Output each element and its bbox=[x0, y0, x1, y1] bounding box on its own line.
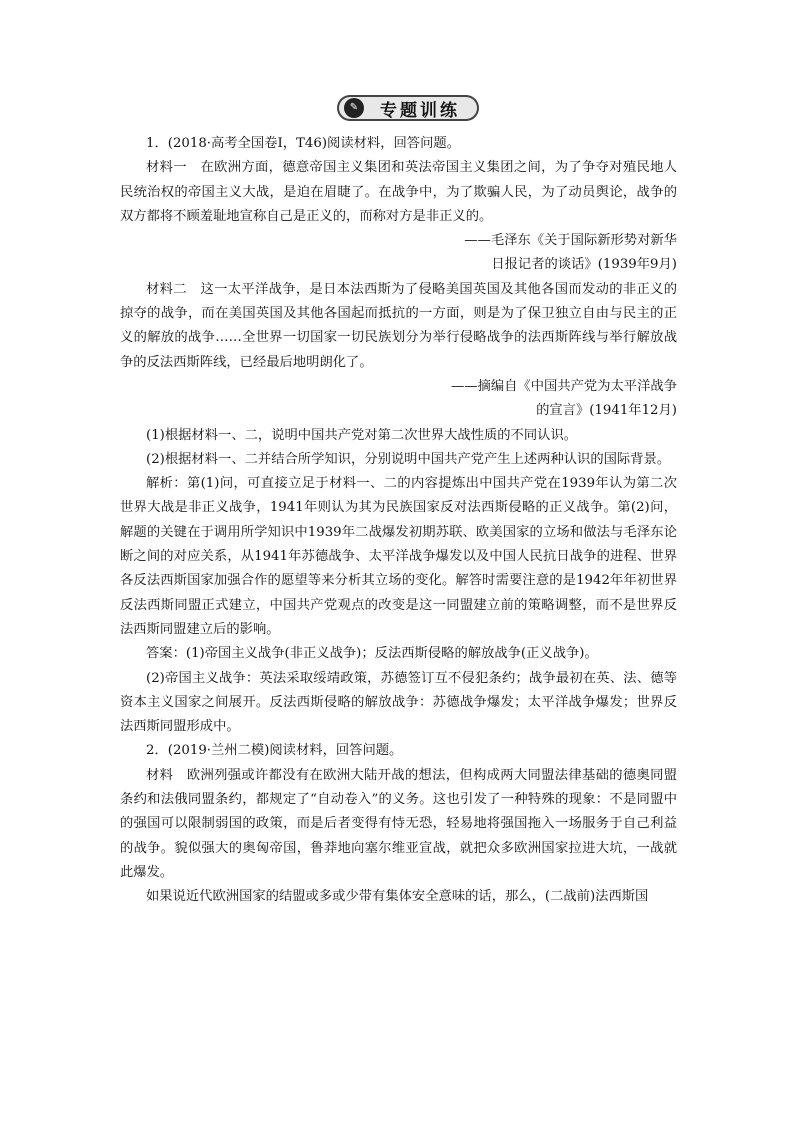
q1-material-2 bbox=[120, 278, 677, 375]
q1-answer-2: (2)帝国主义战争：英法采取绥靖政策，苏德签订互不侵犯条约；战争最初在英、法、德等资本主义国家之间展开。反法西斯侵略的解放战争：苏德战争爆发；太平洋战争爆发；世界反法西斯同盟形成中。 bbox=[120, 670, 677, 735]
section-banner bbox=[337, 95, 479, 121]
q2-material bbox=[120, 764, 677, 885]
material-text: 欧洲列强或许都没有在欧洲大陆开战的想法，但构成两大同盟法律基础的德奥同盟条约和法俄同盟条约，都规定了“自动卷入”的义务。这也引发了一种特殊的现象：不是同盟中的强国可以限制弱国的政策，而是后者变得有恃无恐，轻易地将强国拖入一场服务于自己利益的战争。貌似强大的奥匈帝国，鲁莽地向塞尔维亚宣战，就把众多欧洲国家拉进大坑，一战就此爆发。 bbox=[120, 767, 678, 880]
q1-material-2-source-line-2: 的宣言》(1941年12月) bbox=[536, 403, 677, 419]
pen-icon: ✎ bbox=[344, 98, 364, 118]
section-title: 专题训练 bbox=[380, 100, 460, 121]
q1-analysis bbox=[120, 472, 677, 642]
document-body bbox=[120, 132, 677, 910]
q1-material-1-source-line-2: 日报记者的谈话》(1939年9月) bbox=[491, 257, 677, 273]
material-label: 材料 bbox=[146, 767, 174, 783]
question-1-heading: 1．(2018·高考全国卷Ⅰ，T46)阅读材料，回答问题。 bbox=[146, 136, 460, 151]
answer-label: 答案： bbox=[146, 646, 186, 662]
q2-material-continued: 如果说近代欧洲国家的结盟或多或少带有集体安全意味的话，那么，(二战前)法西斯国 bbox=[146, 889, 649, 905]
q1-answer-1 bbox=[120, 642, 677, 666]
material-text: 在欧洲方面，德意帝国主义集团和英法帝国主义集团之间，为了争夺对殖民地人民统治权的帝国主义大战，是迫在眉睫了。在战争中，为了欺骗人民，为了动员舆论，战争的双方都将不顾羞耻地宣称自己是正义的，而称对方是非正义的。 bbox=[120, 160, 678, 224]
q1-sub-question-2: (2)根据材料一、二并结合所学知识，分别说明中国共产党产生上述两种认识的国际背景。 bbox=[146, 451, 671, 467]
material-label: 材料二 bbox=[146, 281, 187, 297]
q1-material-1 bbox=[120, 156, 677, 229]
analysis-label: 解析： bbox=[146, 476, 187, 492]
question-2-heading: 2．(2019·兰州二模)阅读材料，回答问题。 bbox=[146, 743, 403, 759]
material-text: 这一太平洋战争，是日本法西斯为了侵略美国英国及其他各国而发动的非正义的掠夺的战争，而在美国英国及其他各国起而抵抗的一方面，则是为了保卫独立自由与民主的正义的解放的战争……全世界一切国家一切民族划分为举行侵略战争的法西斯阵线与举行解放战争的反法西斯阵线，已经最后地明朗化了。 bbox=[120, 281, 678, 370]
q1-sub-question-1: (1)根据材料一、二，说明中国共产党对第二次世界大战性质的不同认识。 bbox=[146, 427, 578, 443]
material-label: 材料一 bbox=[146, 160, 187, 176]
q1-material-1-source-line-1: ——毛泽东《关于国际新形势对新华 bbox=[464, 233, 677, 249]
q1-material-2-source-line-1: ——摘编自《中国共产党为太平洋战争 bbox=[450, 378, 677, 394]
analysis-text: 第(1)问，可直接立足于材料一、二的内容提炼出中国共产党在1939年认为第二次世界大战是非正义战争，1941年则认为其为民族国家反对法西斯侵略的正义战争。第(2)问，解题的关键在于调用所学知识中1939年二战爆发初期苏联、欧美国家的立场和做法与毛泽东论断之间的对应关系，从1941年苏德战争、太平洋战争爆发以及中国人民抗日战争的进程、世界各反法西斯国家加强合作的愿望等来分析其立场的变化。解答时需要注意的是1942年年初世界反法西斯同盟正式建立，中国共产党观点的改变是这一同盟建立前的策略调整，而不是世界反法西斯同盟建立后的影响。 bbox=[120, 476, 677, 637]
answer-text: (1)帝国主义战争(非正义战争)；反法西斯侵略的解放战争(正义战争)。 bbox=[185, 646, 598, 662]
